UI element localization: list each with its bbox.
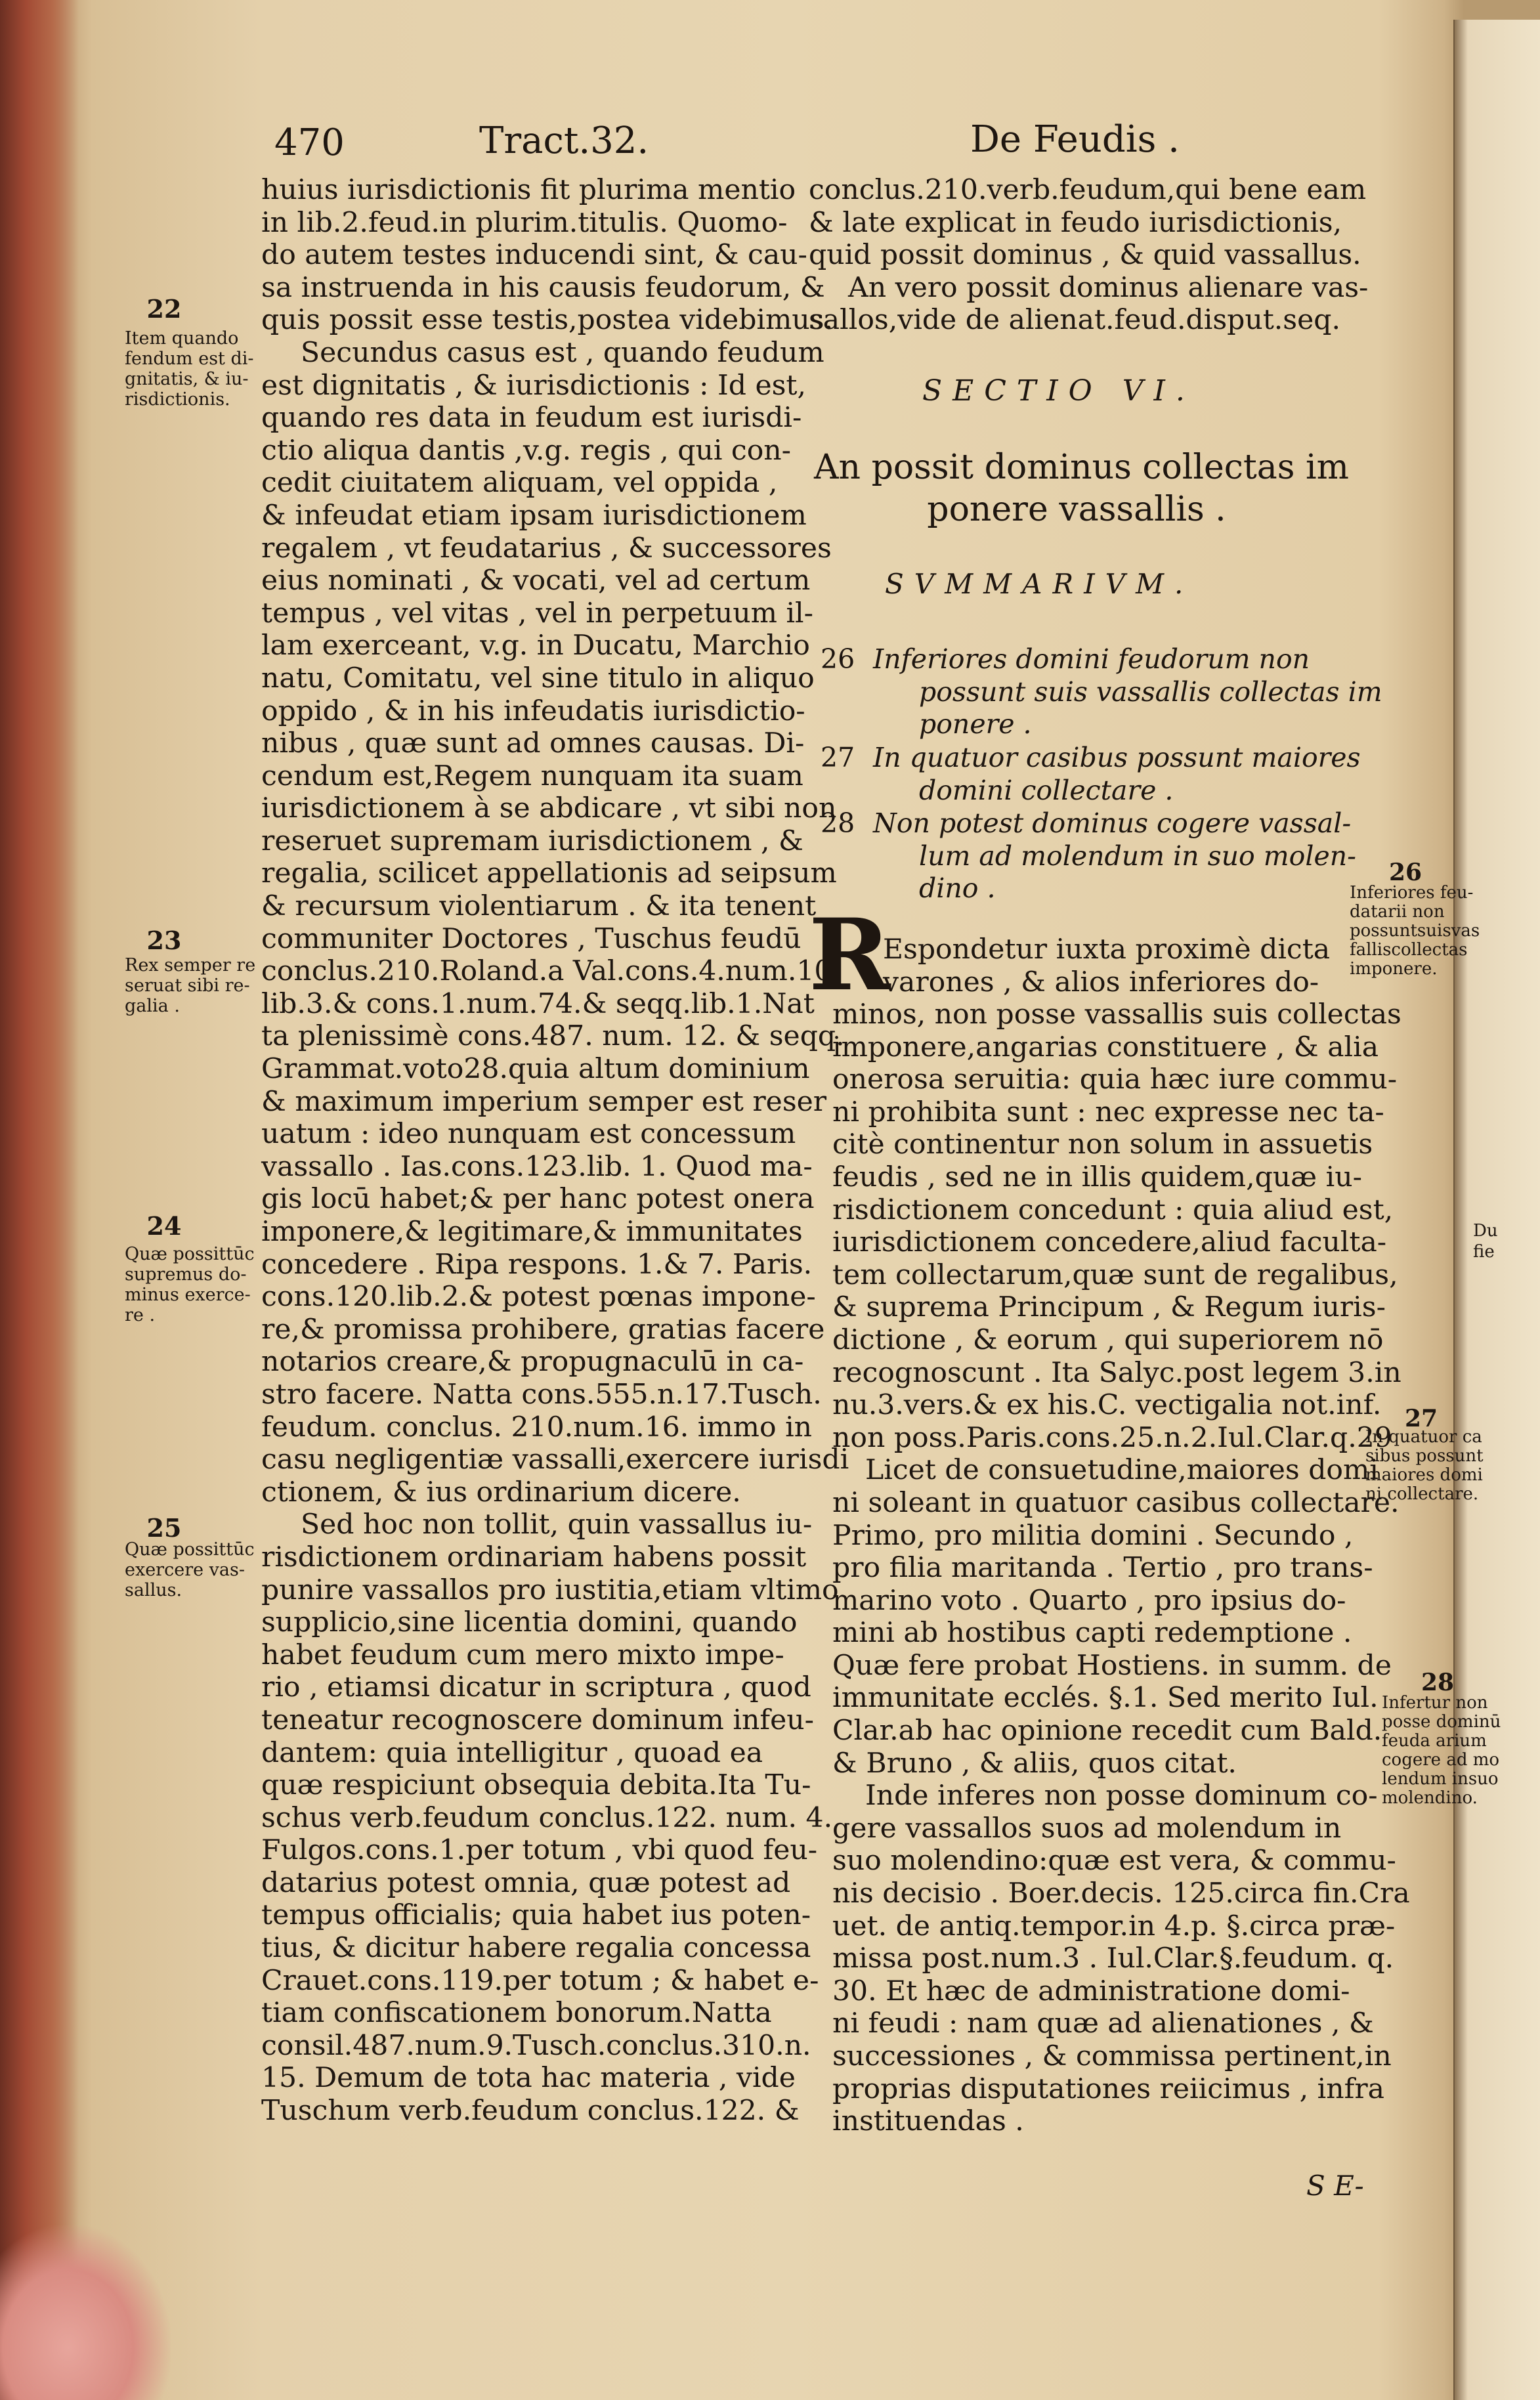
right-margin-line: In quatuor ca [1365, 1427, 1482, 1447]
left-column-line: huius iurisdictionis fit plurima mentio [261, 174, 796, 206]
right-margin-line: Infertur non [1382, 1693, 1488, 1713]
left-column-line: rio , etiamsi dicatur in scriptura , quod [261, 1671, 811, 1704]
left-column-line: Sed hoc non tollit, quin vassallus iu- [301, 1509, 813, 1541]
tract-heading: Tract.32. [479, 119, 649, 162]
margin-note-line: risdictionis. [125, 389, 230, 410]
right-column-body [832, 998, 1410, 2138]
summary-item-line: Non potest dominus cogere vassal- [873, 807, 1352, 839]
right-top-line: An vero possit dominus alienare vas- [848, 271, 1369, 304]
margin-note-line: Quæ possittūc [125, 1539, 255, 1560]
next-page-fragment-2: fie [1473, 1242, 1495, 1262]
right-body-line: onerosa seruitia: quia hæc iure commu- [832, 1063, 1398, 1096]
right-body-line: 30. Et hæc de administratione domi- [832, 1975, 1350, 2007]
right-body-line: Clar.ab hac opinione recedit cum Bald. [832, 1715, 1382, 1747]
right-body-line: uet. de antiq.tempor.in 4.p. §.circa præ- [832, 1910, 1396, 1942]
right-margin-line: lendum insuo [1382, 1769, 1499, 1789]
left-column-line: & recursum violentiarum . & ita tenent [261, 890, 817, 923]
left-column-line: datarius potest omnia, quæ potest ad [261, 1866, 791, 1899]
right-body-line: Quæ fere probat Hostiens. in summ. de [832, 1649, 1392, 1682]
section-title-line-1: An possit dominus collectas im [814, 448, 1349, 487]
thumb-shadow [0, 2225, 171, 2400]
left-column-line: cendum est,Regem nunquam ita suam [261, 760, 803, 792]
left-column-line: reseruet supremam iurisdictionem , & [261, 825, 803, 857]
left-column-line: gis locū habet;& per hanc potest onera [261, 1183, 815, 1216]
margin-note-number: 24 [146, 1211, 182, 1241]
right-margin-number: 27 [1405, 1405, 1438, 1432]
right-body-line: nu.3.vers.& ex his.C. vectigalia not.inf. [832, 1389, 1382, 1422]
left-column [261, 174, 849, 2128]
right-body-line: ni feudi : nam quæ ad alienationes , & [832, 2007, 1374, 2040]
left-column-line: habet feudum cum mero mixto impe- [261, 1639, 784, 1671]
left-column-line: stro facere. Natta cons.555.n.17.Tusch. [261, 1378, 822, 1411]
margin-note-line: seruat sibi re- [125, 975, 250, 996]
right-body-line: & suprema Principum , & Regum iuris- [832, 1291, 1386, 1324]
left-column-line: oppido , & in his infeudatis iurisdictio- [261, 695, 805, 727]
left-column-line: regalem , vt feudatarius , & successores [261, 532, 832, 565]
right-column-top [809, 174, 1368, 337]
left-column-line: notarios creare,& propugnaculū in ca- [261, 1346, 804, 1379]
margin-note-line: gnitatis, & iu- [125, 369, 249, 389]
left-column-line: Tuschum verb.feudum conclus.122. & [261, 2095, 800, 2128]
summary-item-line: domini collectare . [919, 774, 1174, 806]
right-body-line: Primo, pro militia domini . Secundo , [832, 1519, 1354, 1552]
left-column-line: regalia, scilicet appellationis ad seipsum [261, 857, 837, 890]
left-column-line: re,& promissa prohibere, gratias facere [261, 1313, 825, 1346]
left-column-line: eius nominati , & vocati, vel ad certum [261, 565, 811, 597]
right-body-line: successiones , & commissa pertinent,in [832, 2040, 1392, 2072]
left-column-line: casu negligentiæ vassalli,exercere iurisdi [261, 1444, 849, 1476]
margin-note-line: exercere vas- [125, 1560, 245, 1580]
right-top-line: quid possit dominus , & quid vassallus. [809, 239, 1361, 272]
right-margin-number: 26 [1389, 859, 1422, 886]
left-column-line: concedere . Ripa respons. 1.& 7. Paris. [261, 1248, 813, 1281]
left-column-line: schus verb.feudum conclus.122. num. 4. [261, 1801, 833, 1834]
margin-note-line: re . [125, 1305, 156, 1325]
right-body-line: instituendas . [832, 2105, 1024, 2138]
summary-item-line: lum ad molendum in suo molen- [919, 840, 1356, 872]
left-column-line: Fulgos.cons.1.per totum , vbi quod feu- [261, 1834, 818, 1867]
right-margin-line: sibus possunt [1365, 1446, 1484, 1466]
margin-note-line: minus exerce- [125, 1285, 251, 1305]
left-column-line: cons.120.lib.2.& potest pœnas impone- [261, 1281, 816, 1314]
left-column-line: sa instruenda in his causis feudorum, & [261, 271, 825, 304]
page-number: 470 [274, 121, 345, 164]
left-column-line: consil.487.num.9.Tusch.conclus.310.n. [261, 2029, 811, 2062]
right-body-line: non poss.Paris.cons.25.n.2.Iul.Clar.q.29 [832, 1421, 1392, 1454]
right-margin-line: maiores domi [1365, 1465, 1483, 1485]
left-column-line: in lib.2.feud.in plurim.titulis. Quomo- [261, 206, 788, 239]
right-top-line: sallos,vide de alienat.feud.disput.seq. [809, 304, 1340, 337]
right-body-line: citè continentur non solum in assuetis [832, 1128, 1373, 1161]
right-body-line: dictione , & eorum , qui superiorem nō [832, 1323, 1384, 1356]
left-column-line: quæ respiciunt obsequia debita.Ita Tu- [261, 1769, 811, 1802]
left-column-line: teneatur recognoscere dominum infeu- [261, 1704, 814, 1736]
left-column-line: conclus.210.Roland.a Val.cons.4.num.10. [261, 955, 841, 988]
left-column-line: tius, & dicitur habere regalia concessa [261, 1932, 811, 1965]
summary-item-number: 26 [821, 643, 855, 675]
left-column-line: nibus , quæ sunt ad omnes causas. Di- [261, 727, 805, 760]
margin-note-line: supremus do- [125, 1264, 247, 1285]
left-column-line: ta plenissimè cons.487. num. 12. & seqq. [261, 1020, 845, 1053]
summary-item-line: ponere . [919, 708, 1032, 740]
dropcap-line-1: Espondetur iuxta proximè dicta [883, 933, 1331, 966]
summarium-heading: SVMMARIVM. [885, 568, 1194, 600]
margin-note-line: fendum est di- [125, 349, 254, 369]
margin-note-line: Item quando [125, 328, 239, 349]
dropcap-line-2: varones , & alios inferiores do- [883, 966, 1319, 998]
summary-item-number: 27 [821, 742, 855, 773]
right-body-line: risdictionem concedunt : quia aliud est, [832, 1193, 1394, 1226]
right-body-line: imponere,angarias constituere , & alia [832, 1031, 1379, 1063]
right-body-line: proprias disputationes reiicimus , infra [832, 2072, 1384, 2105]
next-page-edge [1453, 20, 1540, 2400]
drop-cap: R [809, 897, 891, 1013]
left-column-line: tempus officialis; quia habet ius poten- [261, 1899, 811, 1932]
margin-note-line: galia . [125, 996, 180, 1016]
right-margin-line: imponere. [1350, 959, 1438, 979]
left-column-line: iurisdictionem à se abdicare , vt sibi non [261, 792, 837, 825]
left-column-line: lam exerceant, v.g. in Ducatu, Marchio [261, 630, 810, 662]
right-body-line: suo molendino:quæ est vera, & commu- [832, 1845, 1396, 1877]
right-margin-line: feuda arium [1382, 1731, 1487, 1751]
right-body-line: nis decisio . Boer.decis. 125.circa fin.Cra [832, 1877, 1410, 1910]
right-body-line: marino voto . Quarto , pro ipsius do- [832, 1584, 1346, 1617]
right-body-line: recognoscunt . Ita Salyc.post legem 3.in [832, 1356, 1401, 1389]
right-margin-line: Inferiores feu- [1350, 883, 1474, 903]
left-column-line: ctionem, & ius ordinarium dicere. [261, 1476, 741, 1509]
right-body-line: mini ab hostibus capti redemptione . [832, 1617, 1352, 1650]
right-body-line: Licet de consuetudine,maiores domi [865, 1454, 1379, 1487]
catchword: S E- [1306, 2170, 1364, 2202]
right-body-line: tem collectarum,quæ sunt de regalibus, [832, 1258, 1398, 1291]
left-column-line: & infeudat etiam ipsam iurisdictionem [261, 499, 807, 532]
margin-note-number: 23 [146, 926, 182, 955]
right-margin-line: datarii non [1350, 902, 1445, 922]
left-column-line: quando res data in feudum est iurisdi- [261, 402, 802, 435]
left-column-line: lib.3.& cons.1.num.74.& seqq.lib.1.Nat [261, 987, 815, 1020]
right-margin-line: cogere ad mo [1382, 1750, 1500, 1770]
margin-note-line: sallus. [125, 1580, 182, 1600]
right-body-line: iurisdictionem concedere,aliud faculta- [832, 1226, 1387, 1259]
section-heading: SECTIO VI. [922, 374, 1195, 408]
book-spine [0, 0, 79, 2400]
right-margin-line: falliscollectas [1350, 940, 1468, 960]
left-column-line: imponere,& legitimare,& immunitates [261, 1216, 803, 1248]
left-column-line: ctio aliqua dantis ,v.g. regis , qui con- [261, 434, 792, 467]
left-column-line: tiam confiscationem bonorum.Natta [261, 1997, 772, 2030]
right-body-line: missa post.num.3 . Iul.Clar.§.feudum. q. [832, 1942, 1394, 1975]
left-column-line: dantem: quia intelligitur , quoad ea [261, 1736, 763, 1769]
right-body-line: & Bruno , & aliis, quos citat. [832, 1747, 1237, 1780]
left-column-line: punire vassallos pro iustitia,etiam vltimo [261, 1574, 839, 1606]
left-column-line: 15. Demum de tota hac materia , vide [261, 2062, 796, 2095]
next-page-fragment-1: Du [1473, 1221, 1498, 1241]
left-column-line: communiter Doctores , Tuschus feudū [261, 922, 802, 955]
right-body-line: ni soleant in quatuor casibus collectare. [832, 1486, 1400, 1519]
right-margin-line: posse dominū [1382, 1712, 1501, 1732]
left-column-line: tempus , vel vitas , vel in perpetuum il- [261, 597, 814, 630]
left-column-line: vassallo . Ias.cons.123.lib. 1. Quod ma- [261, 1150, 813, 1183]
summary-item-line: Inferiores domini feudorum non [873, 643, 1310, 675]
right-body-line: Inde inferes non posse dominum co- [865, 1780, 1378, 1812]
right-margin-line: ni collectare. [1365, 1484, 1479, 1504]
right-body-line: ni prohibita sunt : nec expresse nec ta- [832, 1096, 1384, 1128]
left-column-line: supplicio,sine licentia domini, quando [261, 1606, 798, 1639]
left-column-line: feudum. conclus. 210.num.16. immo in [261, 1411, 813, 1444]
summary-item-line: In quatuor casibus possunt maiores [873, 742, 1361, 773]
right-margin-number: 28 [1421, 1669, 1455, 1696]
left-column-line: quis possit esse testis,postea videbimus. [261, 304, 833, 337]
left-column-line: Grammat.voto28.quia altum dominium [261, 1053, 810, 1086]
summary-item-line: dino . [919, 872, 996, 905]
left-column-line: & maximum imperium semper est reser [261, 1085, 827, 1118]
dropcap-lines [883, 933, 1330, 998]
left-column-line: est dignitatis , & iurisdictionis : Id est, [261, 369, 806, 402]
left-column-line: Secundus casus est , quando feudum [301, 336, 824, 369]
right-body-line: feudis , sed ne in illis quidem,quæ iu- [832, 1161, 1362, 1193]
right-top-line: & late explicat in feudo iurisdictionis, [809, 206, 1342, 239]
margin-note-line: Quæ possittūc [125, 1244, 255, 1264]
page-title: De Feudis . [970, 118, 1180, 161]
left-column-line: uatum : ideo nunquam est concessum [261, 1118, 796, 1151]
right-body-line: pro filia maritanda . Tertio , pro trans- [832, 1552, 1373, 1585]
section-title-line-2: ponere vassallis . [927, 490, 1226, 529]
margin-note-line: Rex semper re [125, 955, 256, 975]
margin-note-number: 22 [146, 294, 182, 324]
left-column-line: natu, Comitatu, vel sine titulo in aliquo [261, 662, 815, 695]
right-margin-line: possuntsuisvas [1350, 921, 1480, 941]
right-margin-line: molendino. [1382, 1788, 1478, 1808]
section-title [814, 446, 1349, 530]
left-column-line: do autem testes inducendi sint, & cau- [261, 239, 807, 272]
summary-item-number: 28 [821, 807, 855, 839]
margin-note-number: 25 [146, 1513, 182, 1543]
left-column-line: cedit ciuitatem aliquam, vel oppida , [261, 467, 778, 500]
right-body-line: immunitate ecclés. §.1. Sed merito Iul. [832, 1682, 1379, 1715]
summary-item-line: possunt suis vassallis collectas im [919, 675, 1382, 708]
right-top-line: conclus.210.verb.feudum,qui bene eam [809, 174, 1367, 206]
left-column-line: risdictionem ordinariam habens possit [261, 1541, 807, 1574]
right-body-line: minos, non posse vassallis suis collectas [832, 998, 1401, 1031]
left-column-line: Crauet.cons.119.per totum ; & habet e- [261, 1964, 819, 1997]
right-body-line: gere vassallos suos ad molendum in [832, 1812, 1342, 1845]
